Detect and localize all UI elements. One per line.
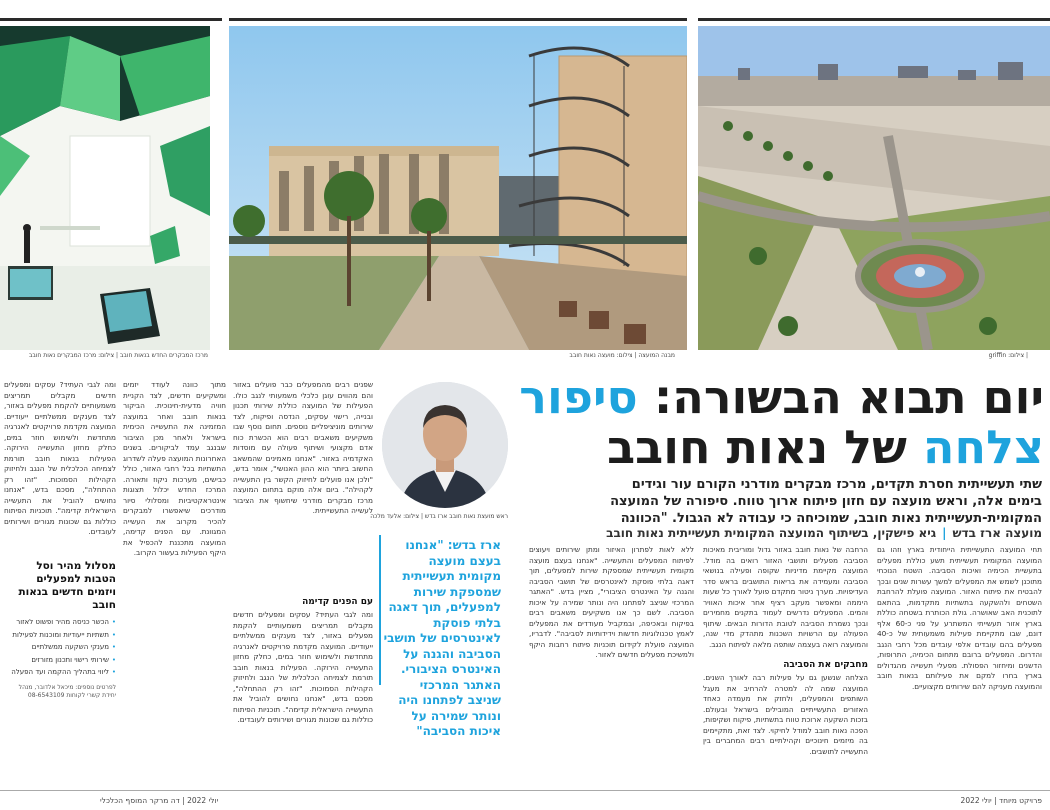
sidebar-list-item: • הכשר כניסה מהיר ופשוט לאזור xyxy=(8,618,116,628)
portrait-photo xyxy=(382,382,508,508)
text-column-3 xyxy=(529,545,694,785)
headline-part: של נאות חובב xyxy=(607,420,923,474)
sidebar-list-item: • ליווי בתהליך ההקמה ועד הפעלה xyxy=(8,668,116,678)
text-column-4 xyxy=(233,380,373,590)
council-building-illustration xyxy=(229,26,687,350)
byline-separator: | xyxy=(942,526,947,540)
headline-accent: סיפור xyxy=(519,370,638,424)
headline-part: יום תבוא הבשורה: xyxy=(637,370,1044,424)
lead-paragraph: שתי תעשייתית חסרת תקדים, מרכז מבקרים מודרני הקורם עור וגידים בימים אלה, וראש מועצה עם חזון פיתוח ארוך טווח. סיפורה של המועצה המקומית-תעשייתית נאות חובב, שמוכיחה כי עבודה לא הגבול. "הכוונה xyxy=(610,477,1042,526)
text-column-4b xyxy=(233,592,373,784)
column-text: מתוך כוונה לעודד יזמים ומשקיעים חדשים, לצד הקניית חוויה מדעית-חינוכית. הביקור בנאות חובב ואחר במועצה המזמינה את התעשייה הכימית בישראל ולאחר מכן הציבור שבנגב עמד לביקורים. בשנים האחרונות המועצה פעלה לשדרוג התשתיות בכל רחבי האזור, כולל כבישים, מערכות ניקוז ותאורה. המרכז החדש יכלול תצוגות אינטראקטיביות ומסלולי סיור מודרכים שיאפשרו למבקרים להכיר מקרוב את העשייה המגוונת. עם הפנים קדימה, המועצה מתכננת להכפיל את היקף הפעילות בעשור הקרוב. xyxy=(123,380,226,557)
sidebar-list xyxy=(8,618,116,678)
byline-subject: מועצה ארז בדש xyxy=(952,526,1042,540)
sidebar-list-item: • מענקי השקעה ממשלתיים xyxy=(8,643,116,653)
top-rule xyxy=(0,0,1050,22)
column-text: ומה לגבי העתיד? עסקים ומפעלים חדשים מקבלים תמריצים משמעותיים להקמת מפעלים באזור, לצד מענקים ממשלתיים ייעודיים. המועצה מקדמת פרויקטים לאנרגיה מתחדשת ולשימוש חוזר במים, כחלק מחזון התעשייה הירוקה. הפעילות בנאות חובב תורמת לצמיחה הכלכלית של הנגב ולחיזוק הקהילות הסמוכות. "זהו רק ההתחלה", מסכם בדש, "אנחנו נחושים להוביל את התעשייה הישראלית קדימה". תוכניות הפיתוח כוללות גם שכונות מגורים ושירותים לעובדים. xyxy=(233,610,373,724)
text-column-2 xyxy=(703,545,868,785)
column-text: ללא לאות לפתרון האיזור ומתן שירותים ויעוצים לפיתוח המפעלים והתעשייה. "אנחנו בעצם מועצה מקומית תעשייתית שמספקת שירות למפעלים, תוך דאגה בלתי פוסקת לאינטרסים של תושבי הסביבה והגנה על האינטרס הציבורי", מציין בדש. "האתגר המרכזי שניצב לפתחנו היה ונותר שמירה על איכות הסביבה. לשם כך אנו משקיעים משאבים רבים בפיקוח ובאכיפה, ובמקביל מעודדים את המפעלים לאמץ טכנולוגיות חדשות וידידותיות לסביבה". לדבריו, המועצה פועלת לקידום תוכניות פיתוח רחבות היקף ולמשיכת מפעלים חדשים לאזור. xyxy=(529,545,694,659)
subhead-council: מחבקים את הסביבה xyxy=(783,660,868,670)
byline xyxy=(606,526,1042,540)
top-rule-segment xyxy=(0,18,222,21)
visitor-center-illustration xyxy=(0,26,210,350)
text-column-6 xyxy=(4,380,116,550)
column-text: הצלחה שנשען גם על פעילות רבה לאורך השנים. המועצה שמה לה למטרה להרחיב את מעגל השותפים והמפעלים, ולחזק את מעמדה כאחד האזורים התעשייתיים המובילים בישראל ובעולם. בזכות השקעה ארוכת טווח בתשתיות, פיקוח ושקיפות, הפכה נאות חובב למודל לחיקוי. לצד זאת, מתקיימים בה מיזמים חינוכיים וקהילתיים רבים המחברים בין התעשייה לתושבים. xyxy=(703,673,868,756)
byline-author: גיא פישקין, בשיתוף המועצה המקומית תעשייתית נאות חובב xyxy=(606,526,937,540)
headline-line-1 xyxy=(519,370,1044,424)
sidebar-contact: לפרטים נוספים: מיכאל אלדובר, מנהל יחידת קשרי לקוחות 08-6543109 xyxy=(18,683,116,699)
text-column-5 xyxy=(123,380,226,785)
column-text: שפנים רבים מהמפעלים כבר פועלים באזור והם מהווים עוגן כלכלי משמעותי לנגב כולו. הפעילות של המועצה כוללת שירותי תכנון ובנייה, רישוי עסקים, הנדסה ופיקוח, לצד שירותים מוניציפליים נוספים. תחום נוסף שבו משקיעים משאבים רבים הוא הכשרת כוח אדם מקצועי ושיתוף פעולה עם מוסדות האקדמיה באזור. "אנחנו מאמינים שהמשאב החשוב ביותר הוא ההון האנושי", אומר בדש, "ולכן אנו פועלים לחיזוק הקשר בין התעשייה לקהילה". ביום אלה מוקם בתחום המועצה מרכז מבקרים מודרני שיחשוף את הציבור לעשייה התעשייתית. xyxy=(233,380,373,515)
aerial-photo xyxy=(698,26,1050,350)
sidebar-title: מסלול מהיר וסל הטבות למפעלים ויזמים חדשים בנאות חובב xyxy=(18,560,116,611)
sidebar-list-item: • תשתיות ייעודיות ומוכנות לפעילות xyxy=(8,631,116,641)
column-text: הרחבה של נאות חובב באזור גדול ומוריבית מאיכות הסביבה מפעלים ותושבי האזור רואים בה מודל. המועצה מקיימת מדיניות שקופה ופעילה בנושאי הסביבה ומעמידה את בריאות התושבים בראש סדר העדיפויות. מערך ניטור מתקדם פועל לאורך כל שעות היממה ומאפשר מעקב רציף אחר איכות האוויר והמים. המפעלים נדרשים לעמוד בתקנים מחמירים ובכך נשמרת הסביבה לטובת הדורות הבאים. שיתוף הפעולה עם הרשויות השכנות מתהדק מדי שנה, והמועצה רואה בעצמה שותפה מלאה לפיתוח הנגב. xyxy=(703,545,868,649)
top-rule-segment xyxy=(229,18,687,21)
council-building-photo xyxy=(229,26,687,350)
council-building-caption: מבנה המועצה | צילום: מועצה נאות חובב xyxy=(569,352,675,359)
aerial-caption: | צילום: griffin xyxy=(988,352,1028,359)
footer-left: יולי 2022 | דה מרקר המוסף הכלכלי xyxy=(100,796,219,805)
subhead-start: עם הפנים קדימה xyxy=(302,597,373,607)
column-text: ומה לגבי העתיד? עסקים ומפעלים חדשים מקבלים תמריצים משמעותיים להקמת מפעלים באזור, לצד מענקים ממשלתיים ייעודיים. המועצה מקדמת פרויקטים לאנרגיה מתחדשת ולשימוש חוזר במים, כחלק מחזון התעשייה הירוקה. הפעילות בנאות חובב תורמת לצמיחה הכלכלית של הנגב ולחיזוק הקהילות הסמוכות. "זהו רק ההתחלה", מסכם בדש, "אנחנו נחושים להוביל את התעשייה הישראלית קדימה". תוכניות הפיתוח כוללות גם שכונות מגורים ושירותים לעובדים. xyxy=(4,380,116,536)
portrait-caption: ראש מועצת נאות חובב ארז בדש | צילום: אלעד מלכה xyxy=(370,513,508,520)
pull-quote: ארז בדש: "אנחנו בעצם מועצה מקומית תעשייתית שמספקת שירות למפעלים, תוך דאגה בלתי פוסקת לאינטרסים של תושבי הסביבה והגנה על האינטרס הציבורי. האתגר המרכזי שניצב לפתחנו היה ונותר שמירה על איכות הסביבה" xyxy=(383,538,501,738)
portrait-illustration xyxy=(382,382,508,508)
headline-line-2 xyxy=(607,420,1044,474)
top-rule-segment xyxy=(698,18,1050,21)
pull-quote-rule xyxy=(379,535,381,685)
headline-accent: צלחה xyxy=(922,420,1044,474)
benefits-sidebar xyxy=(8,560,116,700)
sidebar-list-item: • שירותי רישוי ותכנון מזורזים xyxy=(8,656,116,666)
footer-right: פרויקט מיוחד | יולי 2022 xyxy=(960,796,1042,805)
column-text: תחי המועצה התעשייתית הייחודית בארץ וזהו גם המועצה המקומית תעשייתית תשע כוללת מפעלים בתעשיית הכימיה ואיכות הסביבה. השטח הנוכחי מתוכנן לשמש את המפעלים למשך עשרות שנים ובכך להבטיח את פיתוח האזור. המועצה פועלת להרחבת השטחים ולהשקעה בתשתיות מתקדמות, בהתאם לתוכנית האב שאושרה. גולת הכותרת בשטחה כוללת בארץ אזור תעשייתי המשתרע על פני כ-60 אלף דונם, שבו מתקיימת פעילות משמעותית של כ-40 מפעלים בהם עובדים אלפי עובדים מכל רחבי הנגב והדרום. המפעלים ברובם מתחום הכימיה, התרופות, הדשנים ומיחזור הפסולת. מפעלי תעשייה מהגדולים בארץ בחרו למקם את פעילותם בנאות חובב והמועצה מעניקה להם שירותים מקצועיים. xyxy=(877,545,1042,691)
aerial-illustration xyxy=(698,26,1050,350)
text-column-1 xyxy=(877,545,1042,785)
page-footer xyxy=(0,790,1050,810)
visitor-center-caption: מרכז המבקרים החדש בנאות חובב | צילום: מרכז המבקרים נאות חובב xyxy=(28,352,208,359)
visitor-center-photo xyxy=(0,26,210,350)
